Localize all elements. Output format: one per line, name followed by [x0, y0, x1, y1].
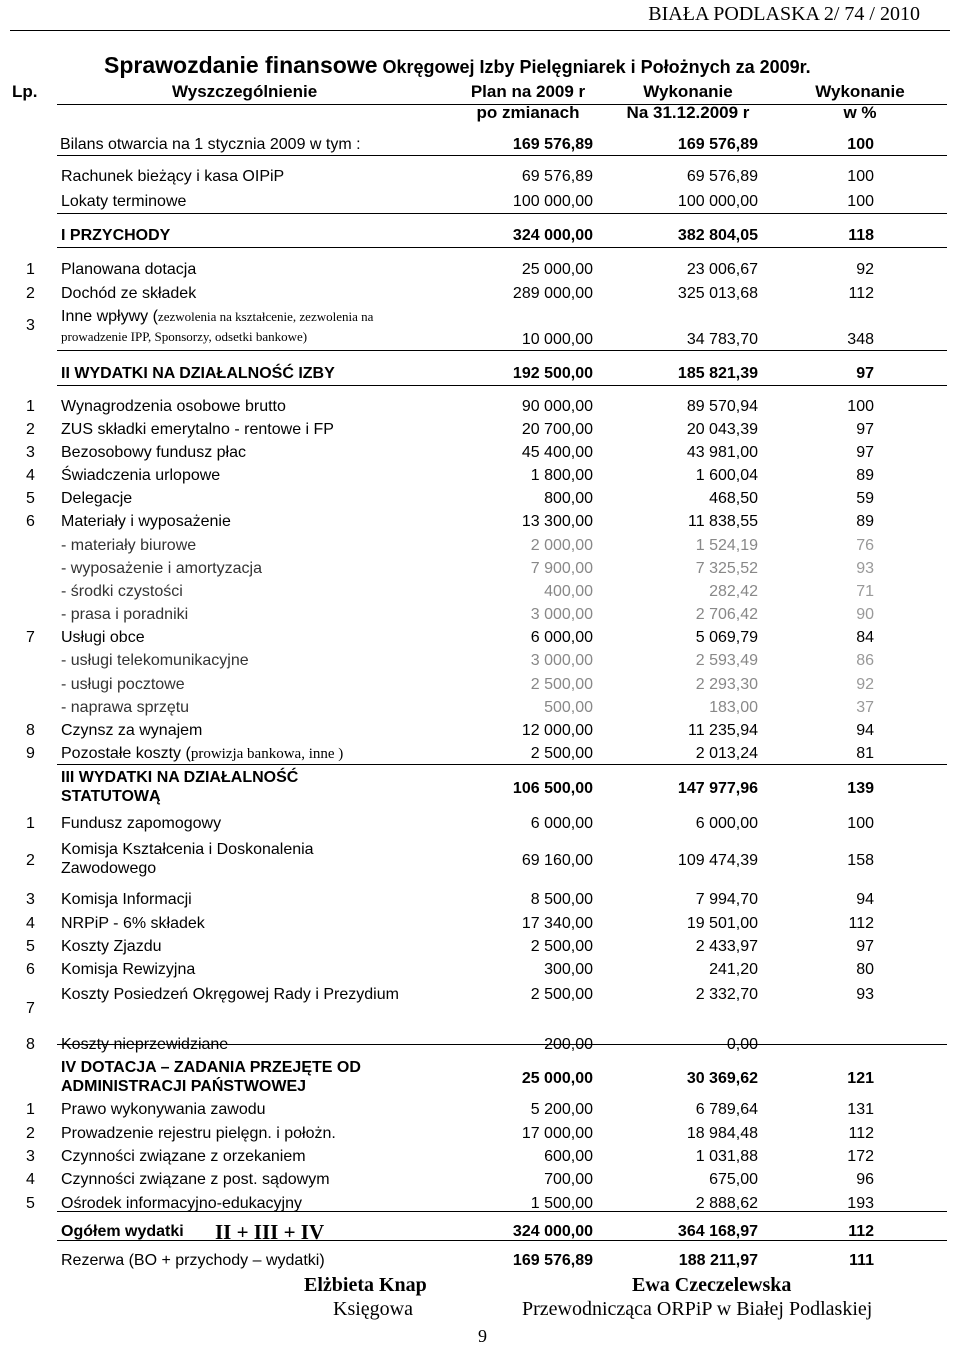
row-plan-value: 169 576,89 [512, 136, 593, 153]
table-row [10, 464, 960, 487]
table-row [10, 224, 960, 247]
row-plan-value: 3 000,00 [530, 606, 593, 623]
row-percent-value: 112 [848, 285, 874, 302]
row-description: Ogółem wydatki [61, 1223, 184, 1240]
table-row [10, 1056, 960, 1095]
title-main: Sprawozdanie finansowe [104, 52, 378, 78]
row-description-note: prowizja bankowa, inne ) [190, 746, 344, 762]
row-description: Rezerwa (BO + przychody – wydatki) [61, 1252, 325, 1269]
row-execution-value: 69 576,89 [686, 168, 758, 185]
table-rule [57, 1044, 947, 1045]
table-row [10, 742, 960, 765]
title-rest: Okręgowej Izby Pielęgniarek i Położnych za 2009r. [377, 57, 811, 77]
row-percent-value: 97 [856, 938, 874, 955]
row-description: - usługi pocztowe [61, 676, 185, 693]
row-number: 2 [26, 421, 35, 438]
row-percent-value: 94 [856, 722, 874, 739]
row-plan-value: 13 300,00 [521, 513, 593, 530]
row-number: 2 [26, 852, 35, 869]
row-percent-value: 97 [856, 421, 874, 438]
document-title [104, 52, 811, 79]
row-description: - usługi telekomunikacyjne [61, 652, 249, 669]
row-number: 5 [26, 490, 35, 507]
table-row [10, 935, 960, 958]
row-number: 3 [26, 444, 35, 461]
row-number: 7 [26, 629, 35, 646]
column-header-plan-line1: Plan na 2009 r [470, 82, 586, 101]
row-plan-value: 69 160,00 [521, 852, 593, 869]
row-description: Prowadzenie rejestru pielęgn. i położn. [61, 1125, 336, 1142]
row-percent-value: 100 [847, 193, 874, 210]
row-plan-value: 90 000,00 [521, 398, 593, 415]
row-percent-value: 71 [856, 583, 874, 600]
row-execution-value: 169 576,89 [677, 136, 758, 153]
table-row [10, 1122, 960, 1145]
row-description: Komisja Informacji [61, 891, 192, 908]
row-description: Bilans otwarcia na 1 stycznia 2009 w tym : [60, 136, 361, 153]
row-percent-value: 100 [847, 398, 874, 415]
row-description: Świadczenia urlopowe [61, 467, 221, 484]
column-header-pct [800, 81, 920, 123]
row-execution-value: 2 433,97 [695, 938, 758, 955]
row-percent-value: 93 [856, 560, 874, 577]
row-percent-value: 97 [856, 365, 874, 382]
row-execution-value: 100 000,00 [677, 193, 758, 210]
table-row [10, 626, 960, 649]
row-plan-value: 200,00 [544, 1036, 593, 1053]
row-percent-value: 89 [856, 467, 874, 484]
table-row [10, 190, 960, 213]
row-plan-value: 289 000,00 [512, 285, 593, 302]
row-plan-value: 2 500,00 [530, 745, 593, 762]
row-plan-value: 2 500,00 [530, 676, 593, 693]
row-execution-value: 382 804,05 [677, 227, 758, 244]
row-percent-value: 92 [856, 676, 874, 693]
row-number: 2 [26, 285, 35, 302]
row-description: Wynagrodzenia osobowe brutto [61, 398, 286, 415]
row-description: Koszty Posiedzeń Okręgowej Rady i Prezydium [61, 986, 399, 1003]
row-number: 6 [26, 513, 35, 530]
row-plan-value: 5 200,00 [530, 1101, 593, 1118]
row-description-line2: prowadzenie IPP, Sponsorzy, odsetki bankowe) [61, 329, 308, 344]
table-row [10, 395, 960, 418]
row-percent-value: 118 [848, 227, 874, 244]
page-header-bar [10, 0, 950, 31]
row-plan-value: 25 000,00 [521, 261, 593, 278]
row-execution-value: 6 000,00 [695, 815, 758, 832]
row-execution-value: 5 069,79 [695, 629, 758, 646]
row-number: 1 [26, 815, 35, 832]
row-description: Materiały i wyposażenie [61, 513, 231, 530]
row-description: Koszty Zjazdu [61, 938, 162, 955]
row-percent-value: 94 [856, 891, 874, 908]
row-plan-value: 100 000,00 [512, 193, 593, 210]
row-plan-value: 169 576,89 [512, 1252, 593, 1269]
row-description: Delegacje [61, 490, 133, 507]
row-percent-value: 121 [847, 1070, 874, 1087]
table-row [10, 362, 960, 385]
row-execution-value: 7 994,70 [695, 891, 758, 908]
row-percent-value: 89 [856, 513, 874, 530]
row-description: I PRZYCHODY [61, 227, 171, 244]
signature-right-role: Przewodnicząca ORPiP w Białej Podlaskiej [522, 1298, 873, 1320]
row-percent-value: 97 [856, 444, 874, 461]
row-number: 5 [26, 1195, 35, 1212]
row-number: 7 [26, 1000, 35, 1017]
row-execution-value: 43 981,00 [686, 444, 758, 461]
row-plan-value: 500,00 [544, 699, 593, 716]
row-percent-value: 90 [856, 606, 874, 623]
row-number: 9 [26, 745, 35, 762]
row-number: 6 [26, 961, 35, 978]
table-row [10, 282, 960, 305]
table-row [10, 1249, 960, 1272]
row-percent-value: 80 [856, 961, 874, 978]
row-plan-value: 700,00 [544, 1171, 593, 1188]
row-number: 3 [26, 317, 35, 334]
row-description-line2: ADMINISTRACJI PAŃSTWOWEJ [61, 1078, 307, 1095]
row-execution-value: 675,00 [709, 1171, 758, 1188]
table-rule [57, 764, 947, 765]
table-row [10, 510, 960, 533]
row-description-line2: STATUTOWĄ [61, 788, 161, 805]
row-percent-value: 112 [848, 915, 874, 932]
row-description: Czynsz za wynajem [61, 722, 203, 739]
table-rule [57, 1211, 947, 1212]
table-row [10, 441, 960, 464]
row-percent-value: 81 [856, 745, 874, 762]
row-description-group [61, 745, 343, 763]
row-plan-value: 300,00 [544, 961, 593, 978]
row-number: 5 [26, 938, 35, 955]
table-row [10, 534, 960, 557]
row-description: Czynności związane z orzekaniem [61, 1148, 306, 1165]
row-execution-value: 2 332,70 [695, 986, 758, 1003]
row-percent-value: 348 [847, 331, 874, 348]
row-execution-value: 20 043,39 [686, 421, 758, 438]
row-description: Ośrodek informacyjno-edukacyjny [61, 1195, 302, 1212]
table-row [10, 258, 960, 281]
row-plan-value: 25 000,00 [521, 1070, 593, 1087]
table-row [10, 719, 960, 742]
table-row [10, 603, 960, 626]
row-percent-value: 100 [847, 815, 874, 832]
table-rule [57, 1240, 947, 1241]
row-number: 1 [26, 1101, 35, 1118]
row-plan-value: 17 340,00 [521, 915, 593, 932]
column-header-exec-line1: Wykonanie [643, 82, 733, 101]
table-row [10, 838, 960, 877]
row-execution-value: 19 501,00 [686, 915, 758, 932]
row-number: 8 [26, 722, 35, 739]
row-execution-value: 1 600,04 [695, 467, 758, 484]
column-header-exec [608, 81, 768, 123]
row-percent-value: 112 [848, 1125, 874, 1142]
row-execution-value: 241,20 [709, 961, 758, 978]
table-row [10, 888, 960, 911]
row-percent-value: 131 [847, 1101, 874, 1118]
row-description: Koszty nieprzewidziane [61, 1036, 229, 1053]
row-description: Pozostałe koszty ( [61, 745, 191, 762]
table-row [10, 1098, 960, 1121]
row-execution-value: 23 006,67 [686, 261, 758, 278]
row-description: Lokaty terminowe [61, 193, 187, 210]
row-execution-value: 11 838,55 [688, 513, 758, 530]
page-number: 9 [478, 1326, 487, 1346]
row-description: - środki czystości [61, 583, 183, 600]
signature-left-name: Elżbieta Knap [304, 1274, 427, 1296]
row-execution-value: 7 325,52 [695, 560, 758, 577]
row-execution-value: 282,42 [709, 583, 758, 600]
row-percent-value: 96 [856, 1171, 874, 1188]
row-execution-value: 147 977,96 [677, 780, 758, 797]
table-row [10, 812, 960, 835]
row-execution-value: 30 369,62 [686, 1070, 758, 1087]
table-rule [57, 104, 947, 105]
table-row [10, 1168, 960, 1191]
row-number: 1 [26, 398, 35, 415]
row-description: Fundusz zapomogowy [61, 815, 222, 832]
table-row [10, 1145, 960, 1168]
row-execution-value: 0,00 [726, 1036, 758, 1053]
row-percent-value: 112 [848, 1223, 874, 1240]
row-plan-value: 400,00 [544, 583, 593, 600]
row-description: Dochód ze składek [61, 285, 197, 302]
row-description-note: zezwolenia na kształcenie, zezwolenia na [157, 309, 374, 324]
row-execution-value: 34 783,70 [686, 331, 758, 348]
table-row [10, 487, 960, 510]
row-percent-value: 76 [856, 537, 874, 554]
table-row [10, 649, 960, 672]
column-header-plan [448, 81, 608, 123]
table-row [10, 696, 960, 719]
row-execution-value: 89 570,94 [686, 398, 758, 415]
row-execution-value: 1 524,19 [695, 537, 758, 554]
row-plan-value: 2 500,00 [530, 986, 593, 1003]
row-number: 4 [26, 467, 35, 484]
row-number: 4 [26, 915, 35, 932]
row-description: - wyposażenie i amortyzacja [61, 560, 262, 577]
row-plan-value: 600,00 [544, 1148, 593, 1165]
column-header-lp: Lp. [12, 82, 38, 101]
table-row [10, 165, 960, 188]
row-execution-value: 109 474,39 [677, 852, 758, 869]
row-execution-value: 183,00 [709, 699, 758, 716]
row-description: Inne wpływy ( [61, 308, 158, 325]
row-percent-value: 86 [856, 652, 874, 669]
row-execution-value: 2 013,24 [695, 745, 758, 762]
row-plan-value: 3 000,00 [530, 652, 593, 669]
table-row [10, 983, 960, 1017]
row-number: 4 [26, 1171, 35, 1188]
row-execution-value: 2 706,42 [695, 606, 758, 623]
row-plan-value: 2 000,00 [530, 537, 593, 554]
row-execution-value: 1 031,88 [695, 1148, 758, 1165]
row-description: NRPiP - 6% składek [61, 915, 205, 932]
table-row [10, 766, 960, 805]
row-execution-value: 6 789,64 [695, 1101, 758, 1118]
table-rule [57, 247, 947, 248]
row-plan-value: 17 000,00 [521, 1125, 593, 1142]
row-percent-value: 139 [847, 780, 874, 797]
row-plan-value: 106 500,00 [512, 780, 593, 797]
row-execution-value: 468,50 [709, 490, 758, 507]
row-description: - naprawa sprzętu [61, 699, 190, 716]
row-plan-value: 324 000,00 [512, 1223, 593, 1240]
column-header-desc: Wyszczególnienie [172, 82, 318, 101]
row-execution-value: 2 888,62 [695, 1195, 758, 1212]
row-number: 3 [26, 1148, 35, 1165]
row-plan-value: 12 000,00 [521, 722, 593, 739]
row-percent-value: 92 [856, 261, 874, 278]
row-description: III WYDATKI NA DZIAŁALNOŚĆ [61, 769, 299, 786]
column-header-plan-line2: po zmianach [476, 103, 580, 122]
row-plan-value: 6 000,00 [530, 629, 593, 646]
row-execution-value: 2 593,49 [695, 652, 758, 669]
row-percent-value: 59 [856, 490, 874, 507]
signature-right-name: Ewa Czeczelewska [632, 1274, 792, 1296]
row-percent-value: 100 [847, 168, 874, 185]
row-percent-value: 193 [847, 1195, 874, 1212]
row-plan-value: 800,00 [544, 490, 593, 507]
row-plan-value: 20 700,00 [521, 421, 593, 438]
table-rule [57, 213, 947, 214]
row-plan-value: 45 400,00 [521, 444, 593, 461]
row-description-formula: II + III + IV [215, 1220, 325, 1244]
row-plan-value: 192 500,00 [512, 365, 593, 382]
signature-left-role: Księgowa [333, 1298, 413, 1320]
row-description: Czynności związane z post. sądowym [61, 1171, 330, 1188]
row-description: IV DOTACJA – ZADANIA PRZEJĘTE OD [61, 1059, 361, 1076]
column-header-exec-line2: Na 31.12.2009 r [626, 103, 750, 122]
row-percent-value: 37 [856, 699, 874, 716]
row-number: 1 [26, 261, 35, 278]
row-percent-value: 158 [847, 852, 874, 869]
row-plan-value: 7 900,00 [530, 560, 593, 577]
row-plan-value: 2 500,00 [530, 938, 593, 955]
row-execution-value: 185 821,39 [677, 365, 758, 382]
row-description: Rachunek bieżący i kasa OIPiP [61, 168, 285, 185]
table-row [10, 580, 960, 603]
row-plan-value: 1 800,00 [530, 467, 593, 484]
row-description: ZUS składki emerytalno - rentowe i FP [61, 421, 334, 438]
row-plan-value: 6 000,00 [530, 815, 593, 832]
row-execution-value: 18 984,48 [686, 1125, 758, 1142]
column-header-pct-line1: Wykonanie [815, 82, 905, 101]
row-description: - materiały biurowe [61, 537, 197, 554]
table-row [10, 418, 960, 441]
row-description: Komisja Rewizyjna [61, 961, 196, 978]
table-rule [57, 155, 947, 156]
table-row [10, 557, 960, 580]
row-description: - prasa i poradniki [61, 606, 189, 623]
table-row [10, 133, 960, 156]
row-description: Usługi obce [61, 629, 145, 646]
row-percent-value: 84 [856, 629, 874, 646]
row-description: Prawo wykonywania zawodu [61, 1101, 266, 1118]
table-row [10, 958, 960, 981]
row-description-group [61, 308, 373, 326]
row-plan-value: 1 500,00 [530, 1195, 593, 1212]
row-percent-value: 100 [847, 136, 874, 153]
row-execution-value: 2 293,30 [695, 676, 758, 693]
table-rule [57, 350, 947, 351]
row-description-line2: Zawodowego [61, 860, 157, 877]
table-rule [57, 385, 947, 386]
row-plan-value: 69 576,89 [521, 168, 593, 185]
row-plan-value: 324 000,00 [512, 227, 593, 244]
row-execution-value: 364 168,97 [677, 1223, 758, 1240]
row-plan-value: 10 000,00 [521, 331, 593, 348]
row-execution-value: 188 211,97 [678, 1252, 758, 1269]
table-row [10, 912, 960, 935]
row-description: Planowana dotacja [61, 261, 197, 278]
row-description: Bezosobowy fundusz płac [61, 444, 246, 461]
row-description: II WYDATKI NA DZIAŁALNOŚĆ IZBY [61, 365, 335, 382]
row-execution-value: 325 013,68 [677, 285, 758, 302]
table-row [10, 305, 960, 348]
row-percent-value: 93 [856, 986, 874, 1003]
header-reference: BIAŁA PODLASKA 2/ 74 / 2010 [648, 3, 920, 25]
row-number: 8 [26, 1036, 35, 1053]
column-header-pct-line2: w % [843, 103, 877, 122]
row-percent-value: 172 [847, 1148, 874, 1165]
row-description: Komisja Kształcenia i Doskonalenia [61, 841, 314, 858]
row-plan-value: 8 500,00 [530, 891, 593, 908]
table-row [10, 673, 960, 696]
row-execution-value: 11 235,94 [688, 722, 758, 739]
row-number: 2 [26, 1125, 35, 1142]
row-percent-value: 111 [849, 1252, 874, 1269]
row-number: 3 [26, 891, 35, 908]
